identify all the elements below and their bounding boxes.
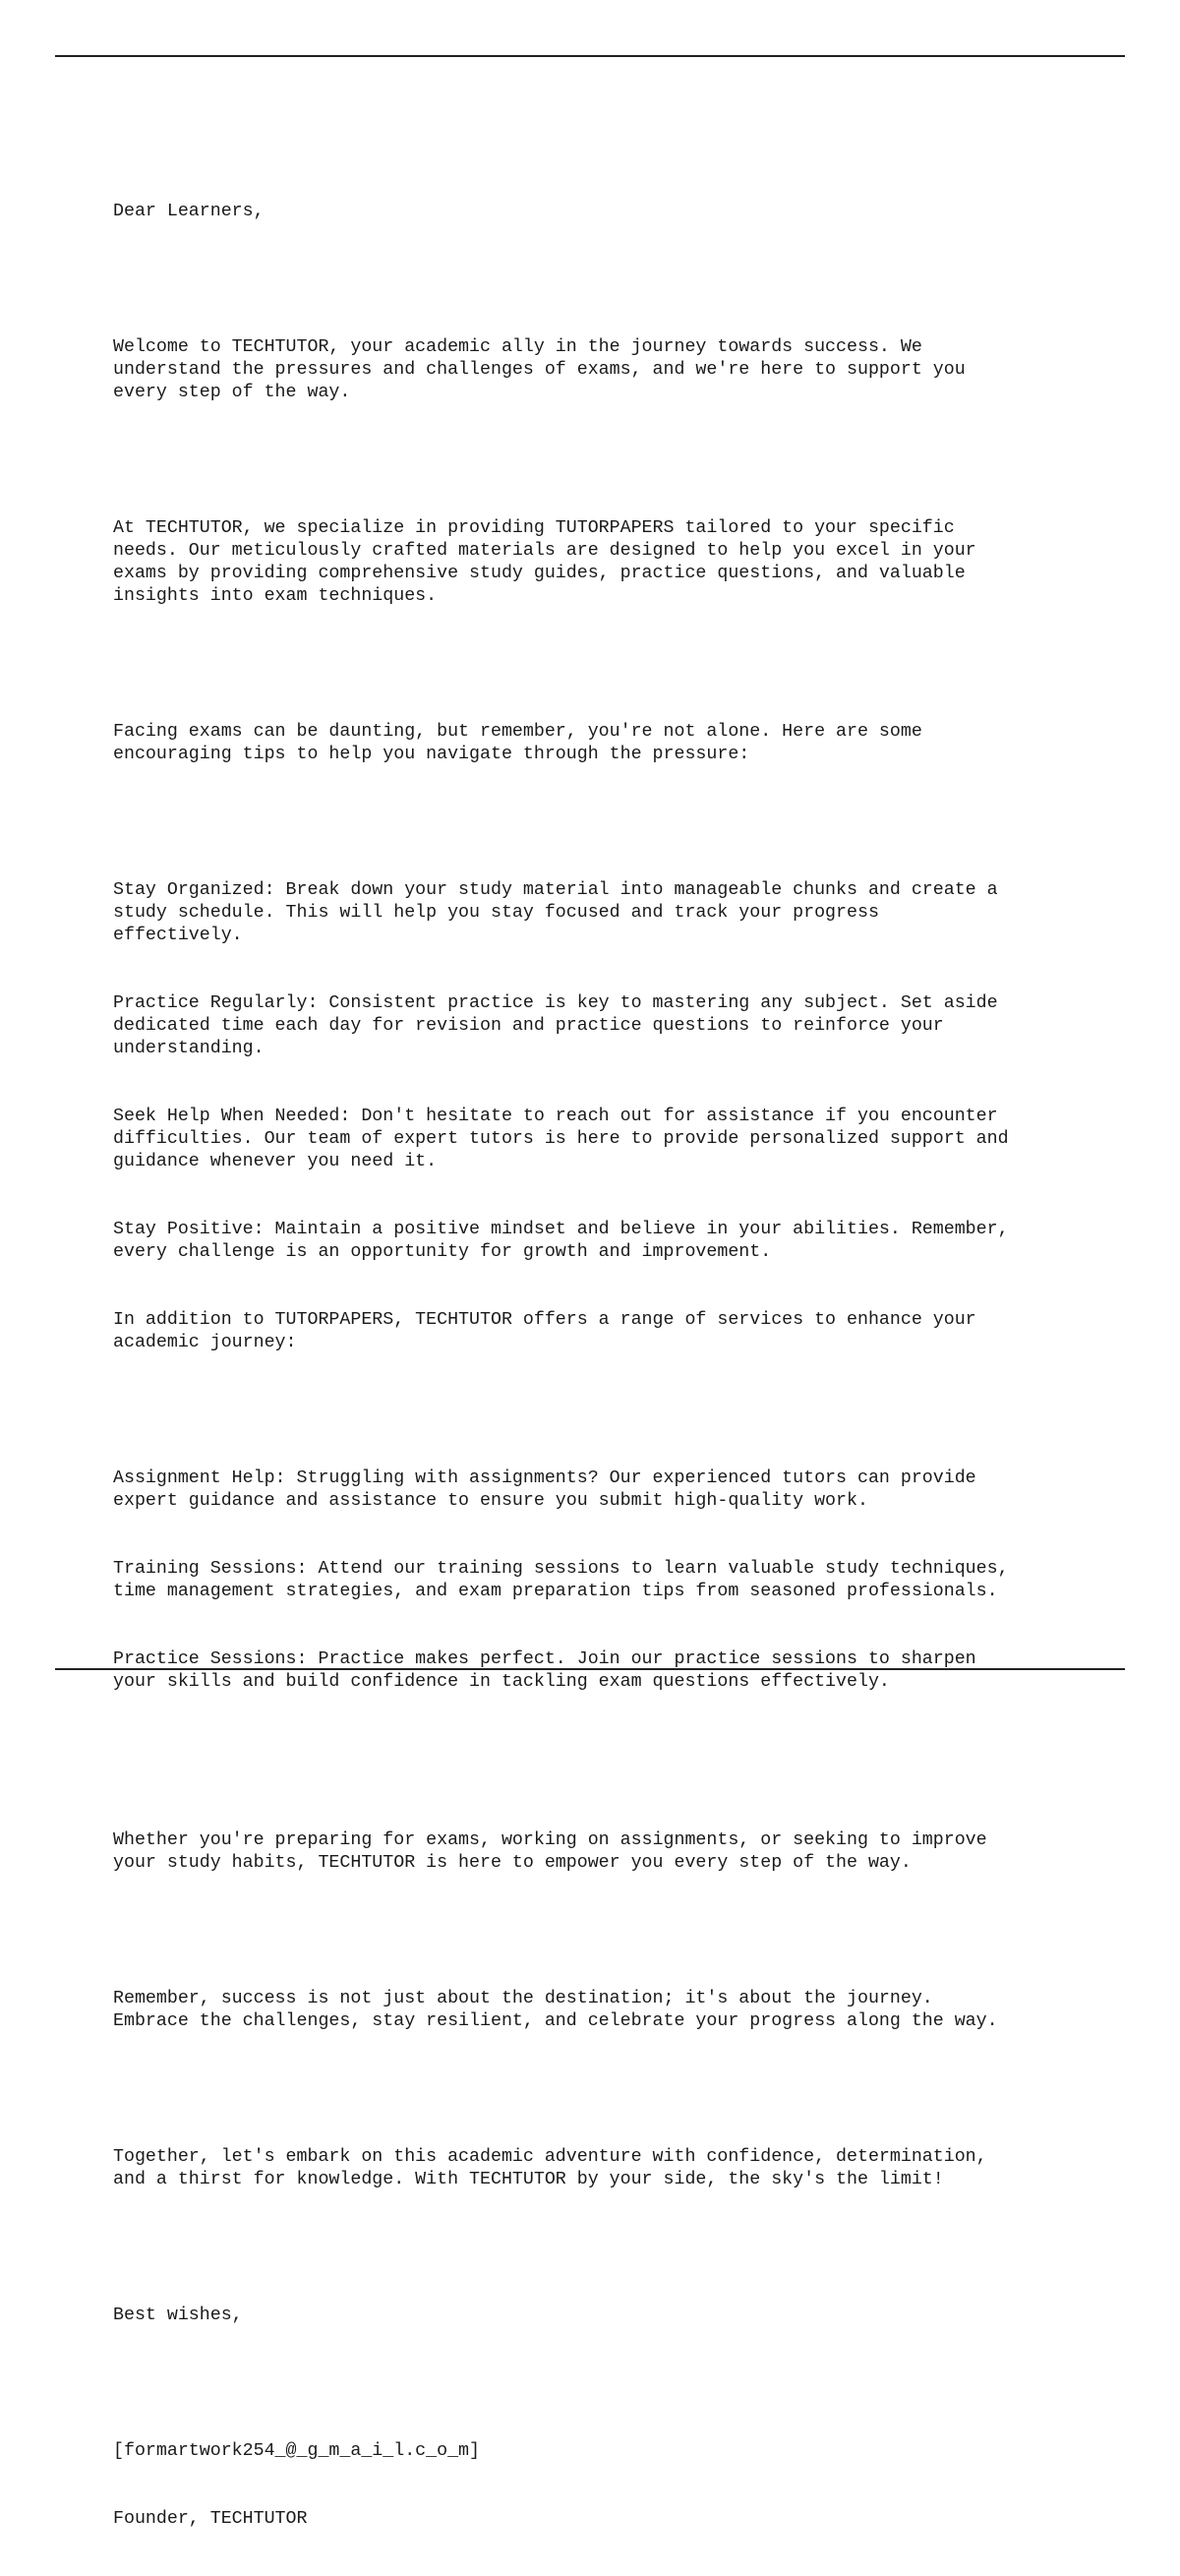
top-rule <box>55 55 1125 57</box>
tips-intro-paragraph: Facing exams can be daunting, but remember, you're not alone. Here are some encouraging tips to help you navigate through the pressure: <box>113 722 922 764</box>
bottom-rule <box>55 1668 1125 1670</box>
service-item: Training Sessions: Attend our training sessions to learn valuable study techniques, time management strategies, and exam preparation tips from seasoned professionals. <box>113 1559 1009 1601</box>
together-paragraph: Together, let's embark on this academic adventure with confidence, determination, and a thirst for knowledge. With TECHTUTOR by your side, the sky's the limit! <box>113 2147 987 2189</box>
intro-paragraph: Welcome to TECHTUTOR, your academic ally in the journey towards success. We understand the pressures and challenges of exams, and we're here to support you every step of the way. <box>113 337 966 402</box>
service-item: Assignment Help: Struggling with assignments? Our experienced tutors can provide expert guidance and assistance to ensure you submit high-quality work. <box>113 1468 976 1511</box>
closing: Best wishes, <box>113 2306 243 2325</box>
whether-paragraph: Whether you're preparing for exams, working on assignments, or seeking to improve your study habits, TECHTUTOR is here to empower you every step of the way. <box>113 1830 987 1873</box>
service-item: Practice Sessions: Practice makes perfect. Join our practice sessions to sharpen your skills and build confidence in tackling exam questions effectively. <box>113 1649 976 1692</box>
specialize-paragraph: At TECHTUTOR, we specialize in providing TUTORPAPERS tailored to your specific needs. Our meticulously crafted materials are designed to help you excel in your exams by providing comprehensive study guides, practice questions, and valuable insights into exam techniques. <box>113 518 976 606</box>
letter-body <box>113 155 1136 2576</box>
tip-item: Stay Organized: Break down your study material into manageable chunks and create a study schedule. This will help you stay focused and track your progress effectively. <box>113 880 998 945</box>
remember-paragraph: Remember, success is not just about the destination; it's about the journey. Embrace the challenges, stay resilient, and celebrate your progress along the way. <box>113 1989 998 2031</box>
signature-title: Founder, TECHTUTOR <box>113 2509 308 2529</box>
services-intro-paragraph: In addition to TUTORPAPERS, TECHTUTOR offers a range of services to enhance your academic journey: <box>113 1310 976 1352</box>
tip-item: Stay Positive: Maintain a positive mindset and believe in your abilities. Remember, every challenge is an opportunity for growth and improvement. <box>113 1220 1009 1262</box>
signature-contact: [formartwork254_@_g_m_a_i_l.c_o_m] <box>113 2441 480 2461</box>
tip-item: Practice Regularly: Consistent practice is key to mastering any subject. Set aside dedicated time each day for revision and practice questions to reinforce your understanding. <box>113 993 998 1058</box>
salutation: Dear Learners, <box>113 202 265 221</box>
tip-item: Seek Help When Needed: Don't hesitate to reach out for assistance if you encounter difficulties. Our team of expert tutors is here to provide personalized support and guidance whenever you need it. <box>113 1107 1009 1171</box>
